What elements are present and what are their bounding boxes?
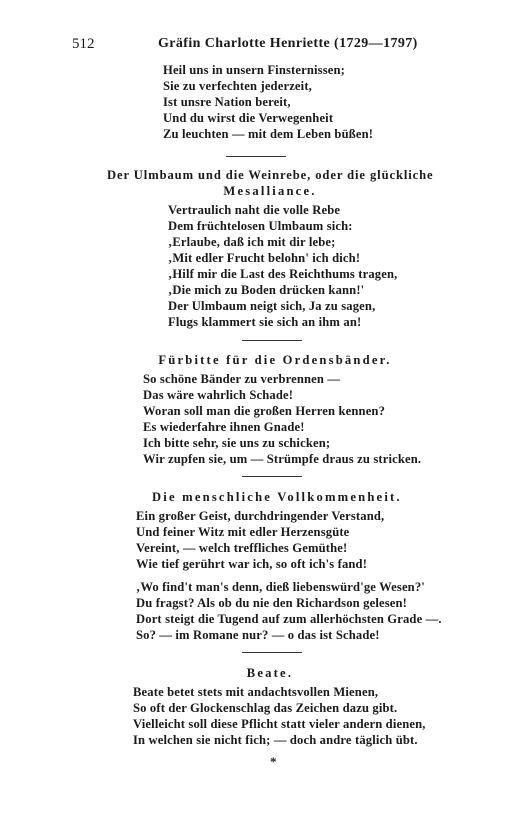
section-divider [242,652,302,653]
poem-line: ‚Wo find't man's denn, dieß liebenswürd'ge Wesen?' [136,580,425,594]
poem-line: Ein großer Geist, durchdringender Verstand, [136,509,385,523]
running-head: Gräfin Charlotte Henriette (1729—1797) [158,36,418,51]
poem-line: ‚Erlaube, daß ich mit dir lebe; [168,235,336,249]
page-number: 512 [72,36,95,52]
poem-line: ‚Hilf mir die Last des Reichthums tragen, [168,267,398,281]
section-divider [242,476,302,477]
poem-line: So schöne Bänder zu verbrennen — [143,372,341,386]
poem-line: Woran soll man die großen Herren kennen? [143,404,386,418]
poem-line: Vielleicht soll diese Pflicht statt vieler andern dienen, [133,717,426,731]
section-divider [226,156,286,157]
poem-line: Du fragst? Als ob du nie den Richardson gelesen! [136,596,407,610]
poem-line: Und du wirst die Verwegenheit [163,111,334,125]
poem-line: Sie zu verfechten jederzeit, [163,79,312,93]
poem-title: Der Ulmbaum und die Weinrebe, oder die glückliche [107,168,434,182]
poem-line: ‚Mit edler Frucht belohn' ich dich! [168,251,361,265]
poem-line: So? — im Romane nur? — o das ist Schade! [136,628,380,642]
poem-line: Wir zupfen sie, um — Strümpfe draus zu stricken. [143,452,422,466]
poem-title: Fürbitte für die Ordensbänder. [158,353,392,367]
end-mark: * [270,754,277,769]
poem-line: Dort steigt die Tugend auf zum allerhöchsten Grade —. [136,612,442,626]
poem-line: Vertraulich naht die volle Rebe [168,203,341,217]
poem-title: Beate. [246,666,294,680]
poem-line: So oft der Glockenschlag das Zeichen dazu gibt. [133,701,398,715]
poem-line: Es wiederfahre ihnen Gnade! [143,420,305,434]
poem-line: Flugs klammert sie sich an ihm an! [168,315,362,329]
poem-title: Die menschliche Vollkommenheit. [152,490,402,504]
poem-line: Das wäre wahrlich Schade! [143,388,294,402]
poem-line: Heil uns in unsern Finsternissen; [163,63,345,77]
poem-title-continued: Mesalliance. [223,184,317,198]
poem-line: Zu leuchten — mit dem Leben büßen! [163,127,374,141]
poem-line: Dem früchtelosen Ulmbaum sich: [168,219,353,233]
poem-line: Und feiner Witz mit edler Herzensgüte [136,525,350,539]
section-divider [242,340,302,341]
poem-line: Ich bitte sehr, sie uns zu schicken; [143,436,331,450]
poem-line: In welchen sie nicht fich; — doch andre täglich übt. [133,733,418,747]
poem-line: Beate betet stets mit andachtsvollen Mienen, [133,685,379,699]
poem-line: Vereint, — welch treffliches Gemüthe! [136,541,348,555]
poem-line: Wie tief gerührt war ich, so oft ich's fand! [136,557,368,571]
poem-line: Ist unsre Nation bereit, [163,95,291,109]
poem-line: Der Ulmbaum neigt sich, Ja zu sagen, [168,299,376,313]
poem-line: ‚Die mich zu Boden drücken kann!' [168,283,365,297]
